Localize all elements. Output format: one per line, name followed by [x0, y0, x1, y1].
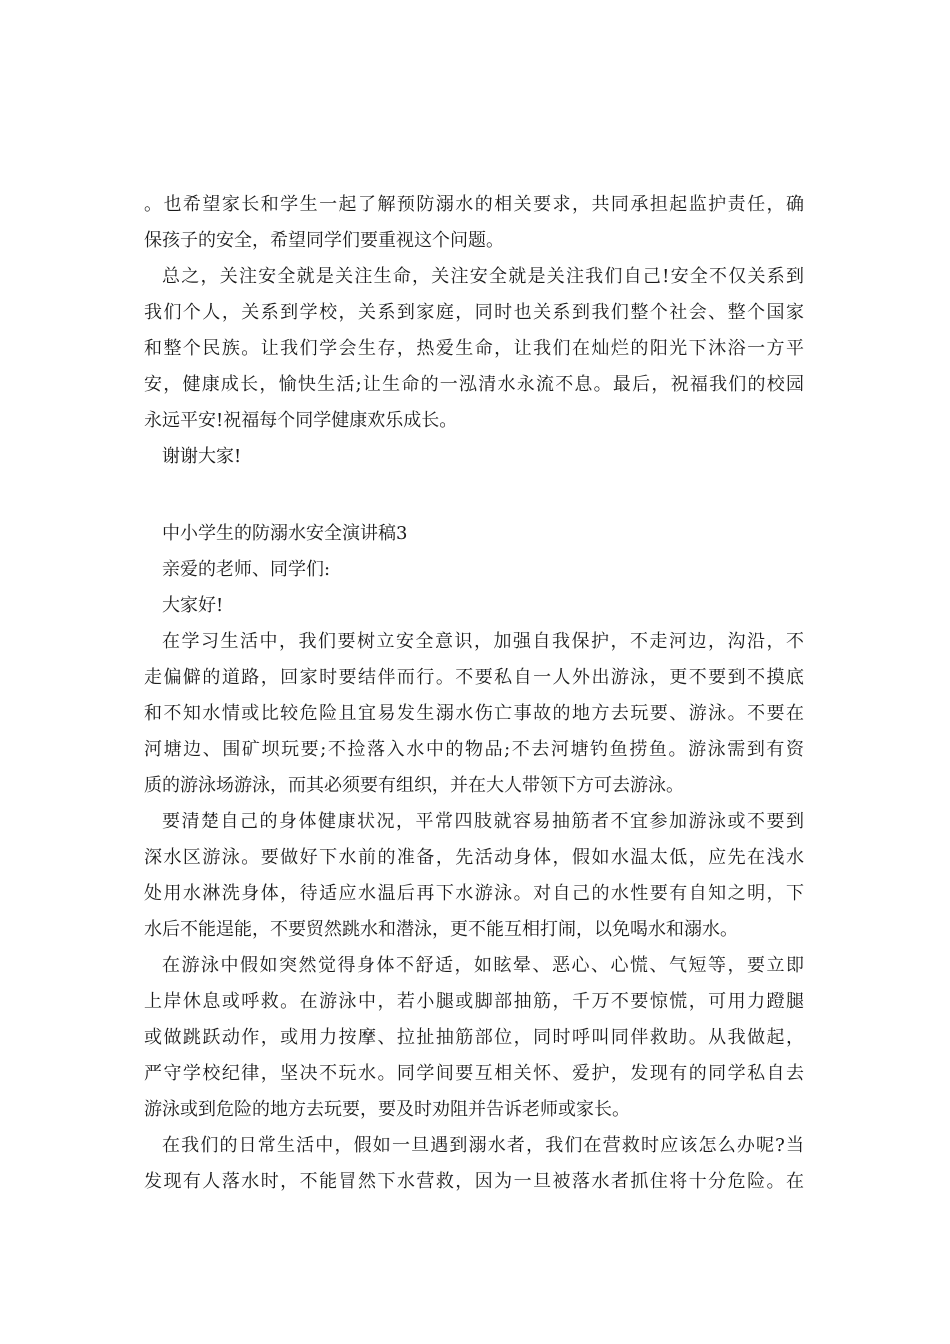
- paragraph-line: 我们个人，关系到学校，关系到家庭，同时也关系到我们整个社会、整个国家: [144, 302, 804, 323]
- paragraph-line: 深水区游泳。要做好下水前的准备，先活动身体，假如水温太低，应先在浅水: [144, 847, 804, 868]
- salutation: 亲爱的老师、同学们:: [162, 559, 331, 580]
- paragraph-line: 质的游泳场游泳，而其必须要有组织，并在大人带领下方可去游泳。: [144, 775, 684, 796]
- paragraph-line: 水后不能逞能，不要贸然跳水和潜泳，更不能互相打闹，以免喝水和溺水。: [144, 919, 738, 940]
- paragraph-line: 永远平安!祝福每个同学健康欢乐成长。: [144, 410, 458, 431]
- paragraph-line: 在学习生活中，我们要树立安全意识，加强自我保护，不走河边，沟沿，不: [162, 631, 804, 652]
- paragraph-line: 走偏僻的道路，回家时要结伴而行。不要私自一人外出游泳，更不要到不摸底: [144, 667, 804, 688]
- paragraph-line: 和整个民族。让我们学会生存，热爱生命，让我们在灿烂的阳光下沐浴一方平: [144, 338, 804, 359]
- greeting: 大家好!: [162, 595, 224, 616]
- paragraph-line: 保孩子的安全，希望同学们要重视这个问题。: [144, 230, 504, 251]
- paragraph-line: 上岸休息或呼救。在游泳中，若小腿或脚部抽筋，千万不要惊慌，可用力蹬腿: [144, 991, 804, 1012]
- paragraph-line: 要清楚自己的身体健康状况，平常四肢就容易抽筋者不宜参加游泳或不要到: [162, 811, 804, 832]
- paragraph-line: 处用水淋洗身体，待适应水温后再下水游泳。对自己的水性要有自知之明，下: [144, 883, 804, 904]
- paragraph-line: 游泳或到危险的地方去玩要，要及时劝阻并告诉老师或家长。: [144, 1099, 630, 1120]
- speech-title: 中小学生的防溺水安全演讲稿3: [162, 523, 408, 544]
- paragraph-line: 总之，关注安全就是关注生命，关注安全就是关注我们自己!安全不仅关系到: [162, 266, 804, 287]
- closing-thanks: 谢谢大家!: [162, 446, 242, 467]
- paragraph-line: 在游泳中假如突然觉得身体不舒适，如眩晕、恶心、心慌、气短等，要立即: [162, 955, 804, 976]
- paragraph-line: 和不知水情或比较危险且宜易发生溺水伤亡事故的地方去玩要、游泳。不要在: [144, 703, 804, 724]
- paragraph-line: 严守学校纪律，坚决不玩水。同学间要互相关怀、爱护，发现有的同学私自去: [144, 1063, 804, 1084]
- paragraph-line: 或做跳跃动作，或用力按摩、拉扯抽筋部位，同时呼叫同伴救助。从我做起，: [144, 1027, 804, 1048]
- paragraph-line: 安，健康成长，愉快生活;让生命的一泓清水永流不息。最后，祝福我们的校园: [144, 374, 804, 395]
- paragraph-line: 在我们的日常生活中，假如一旦遇到溺水者，我们在营救时应该怎么办呢?当: [162, 1135, 804, 1156]
- paragraph-line: 。也希望家长和学生一起了解预防溺水的相关要求，共同承担起监护责任，确: [144, 194, 804, 215]
- paragraph-line: 河塘边、围矿坝玩要;不捡落入水中的物品;不去河塘钓鱼捞鱼。游泳需到有资: [144, 739, 804, 760]
- paragraph-line: 发现有人落水时，不能冒然下水营救，因为一旦被落水者抓住将十分危险。在: [144, 1171, 804, 1192]
